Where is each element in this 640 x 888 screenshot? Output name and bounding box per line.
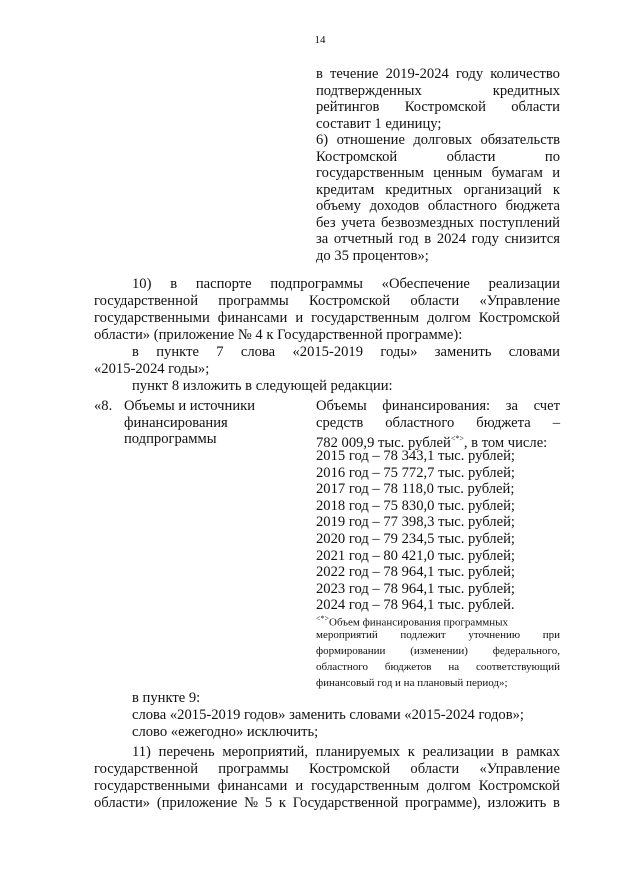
footnote-line: мероприятий подлежит уточнению при [316,629,560,641]
body-text-line: в течение 2019-2024 году количество [316,66,560,82]
body-text-line: за отчетный год в 2024 году снизится [316,231,560,247]
paragraph-line: слово «ежегодно» исключить; [132,724,319,740]
paragraph-line: 11) перечень мероприятий, планируемых к реализации в рамках [132,744,560,760]
body-text-line: государственным ценным бумагам и [316,165,560,181]
body-text-line: без учета безвозмездных поступлений [316,214,560,231]
paragraph-line: в пункте 9: [132,690,201,706]
total-value: 782 009,9 тыс. рублей [316,434,451,451]
footnote-line: финансовый год и на плановый период»; [316,677,508,689]
footnote-text: Объем финансирования программных [329,616,509,629]
year-funding-line: 2021 год – 80 421,0 тыс. рублей; [316,547,515,564]
paragraph-line: области» (приложение № 4 к Государственной программе): [94,327,463,343]
year-funding-line: 2024 год – 78 964,1 тыс. рублей. [316,597,515,614]
body-text-line: Костромской области по [316,148,560,165]
body-text-line: объему доходов областного бюджета [316,198,560,214]
year-funding-line: 2020 год – 79 234,5 тыс. рублей; [316,531,515,547]
paragraph-line: в пункте 7 слова «2015-2019 годы» заменить словами [132,344,560,360]
footnote-line [316,612,508,630]
paragraph-line: пункт 8 изложить в следующей редакции: [132,378,393,394]
table-left-cell-line: подпрограммы [124,431,217,447]
total-suffix: , в том числе: [463,434,548,451]
body-text-line: кредитам кредитных организаций к [316,181,560,198]
paragraph-line: 10) в паспорте подпрограммы «Обеспечение реализации [132,276,560,292]
body-text-line: 6) отношение долговых обязательств [316,132,560,148]
item-number: «8. [94,398,113,414]
table-right-cell-line: средств областного бюджета – [316,414,560,431]
year-funding-line: 2019 год – 77 398,3 тыс. рублей; [316,514,515,531]
body-text-line: до 35 процентов»; [316,247,429,264]
year-funding-line: 2017 год – 78 118,0 тыс. рублей; [316,481,515,498]
table-left-cell-line: Объемы и источники [124,398,256,414]
body-text-line: рейтингов Костромской области [316,99,560,115]
footnote-marker: <*> [450,434,464,443]
footnote-marker: <*> [316,614,330,623]
year-funding-line: 2015 год – 78 343,1 тыс. рублей; [316,448,515,464]
paragraph-line: государственными финансами и государственным долгом Костромской [94,310,560,326]
year-funding-line: 2023 год – 78 964,1 тыс. рублей; [316,580,515,597]
year-funding-line: 2016 год – 75 772,7 тыс. рублей; [316,464,515,481]
footnote-line: формировании (изменении) федерального, [316,645,560,657]
paragraph-line: государственной программы Костромской области «Управление [94,761,560,777]
paragraph-line: области» (приложение № 5 к Государственной программе), изложить в [94,795,560,811]
paragraph-line: государственными финансами и государственным долгом Костромской [94,778,560,794]
footnote-line: областного бюджетов на соответствующий [316,661,560,673]
paragraph-line: слова «2015-2019 годов» заменить словами «2015-2024 годов»; [132,707,524,723]
page-number: 14 [314,34,326,46]
paragraph-line: «2015-2024 годы»; [94,361,210,377]
table-left-cell-line: финансирования [124,414,228,431]
year-funding-line: 2022 год – 78 964,1 тыс. рублей; [316,564,515,581]
year-funding-line: 2018 год – 75 830,0 тыс. рублей; [316,497,515,514]
body-text-line: составит 1 единицу; [316,115,442,132]
body-text-line: подтвержденных кредитных [316,82,560,99]
table-right-cell-line: Объемы финансирования: за счет [316,398,560,414]
paragraph-line: государственной программы Костромской области «Управление [94,293,560,309]
